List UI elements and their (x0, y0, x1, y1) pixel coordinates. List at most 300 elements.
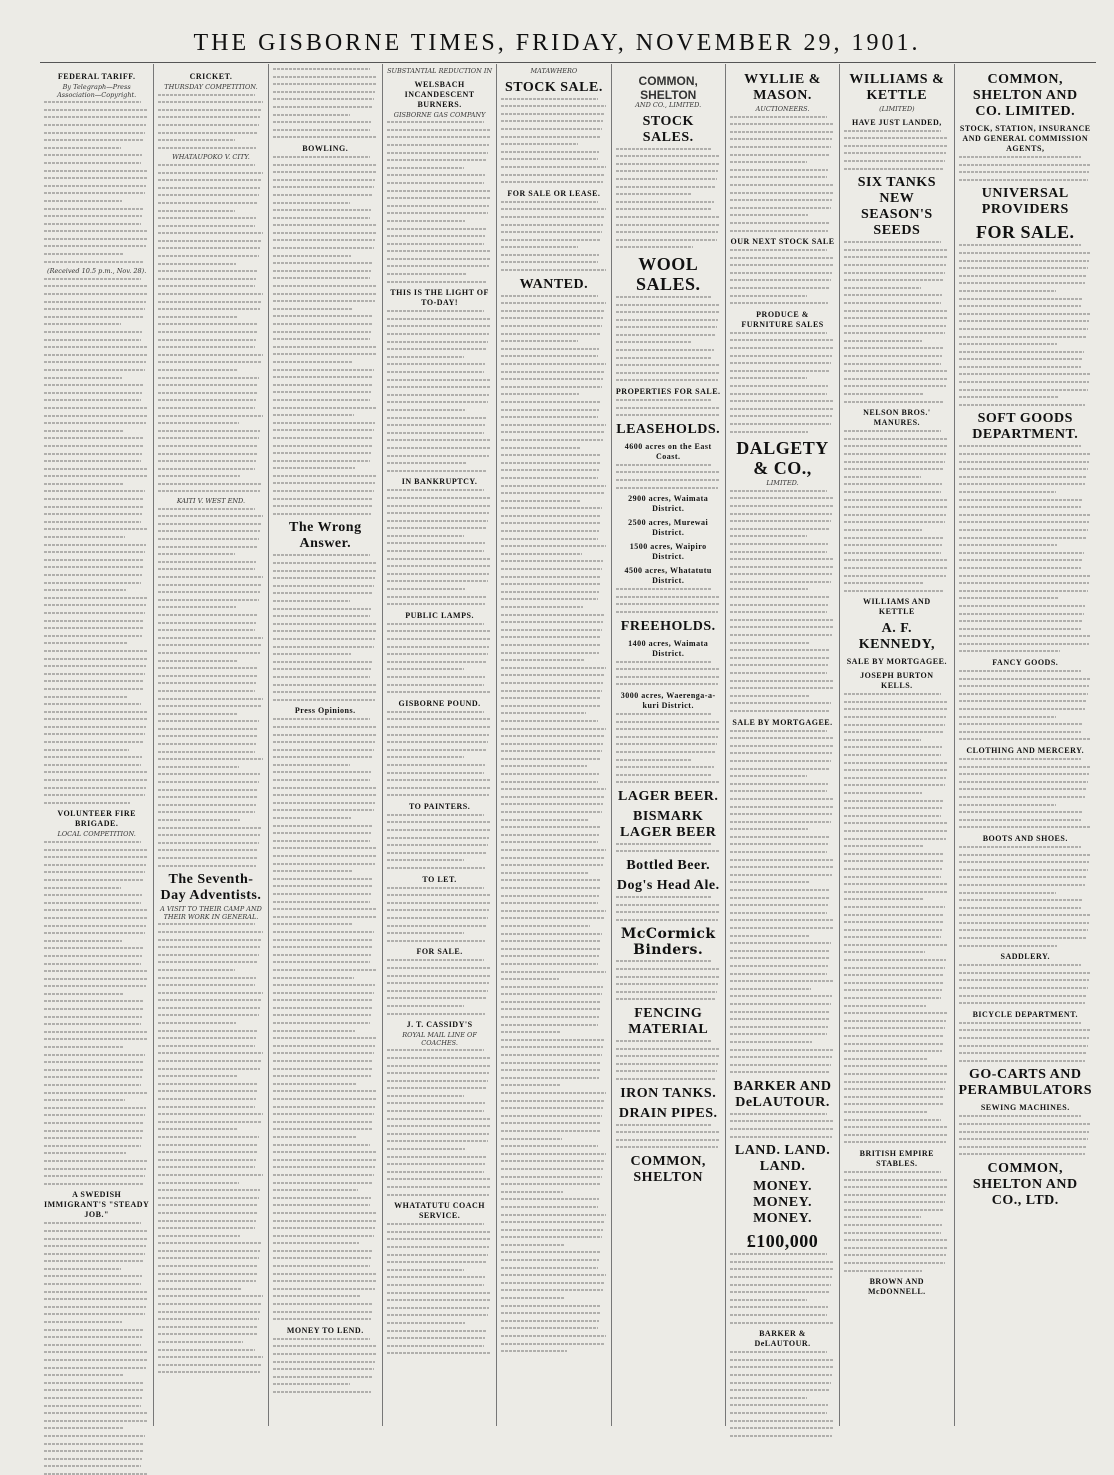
text-line (844, 974, 944, 976)
text-line (501, 431, 604, 433)
text-line (158, 781, 259, 783)
text-line (616, 414, 719, 416)
text-line (44, 864, 146, 866)
text-line (501, 560, 603, 562)
text-line (273, 699, 375, 701)
advert-text (616, 713, 721, 783)
text-line (44, 185, 146, 187)
text-line (158, 546, 258, 548)
text-line (158, 453, 257, 455)
text-line (844, 1239, 948, 1241)
listing: 4500 acres, Whatatutu District. (624, 566, 712, 586)
text-line (387, 661, 487, 663)
text-line (959, 453, 1091, 455)
text-line (501, 1236, 602, 1238)
text-line (44, 696, 128, 698)
advert-text (730, 332, 835, 433)
text-line (387, 121, 484, 123)
text-line (730, 161, 807, 163)
text-line (730, 1253, 827, 1255)
text-line (273, 1075, 371, 1077)
text-line (616, 349, 714, 351)
text-line (501, 1001, 601, 1003)
text-line (501, 955, 599, 957)
text-line (44, 1321, 122, 1323)
text-line (273, 232, 376, 234)
text-line (273, 114, 350, 116)
text-line (730, 116, 827, 118)
heading: FANCY GOODS. (992, 658, 1059, 668)
text-line (501, 621, 603, 623)
text-line (501, 1198, 599, 1200)
text-line (44, 460, 141, 462)
text-line (158, 1007, 260, 1009)
text-line (501, 735, 604, 737)
text-line (158, 270, 257, 272)
text-line (844, 1232, 941, 1234)
text-line (387, 756, 464, 758)
text-line (273, 1338, 370, 1340)
heading: The Wrong Answer. (288, 520, 362, 552)
text-line (44, 468, 148, 470)
text-line (273, 1295, 360, 1297)
text-line (501, 158, 598, 160)
text-line (959, 1153, 1086, 1155)
text-line (501, 128, 602, 130)
text-line (387, 653, 488, 655)
advert-text (844, 130, 949, 170)
text-line (44, 453, 142, 455)
text-line (501, 340, 578, 342)
text-line (844, 997, 941, 999)
text-line (501, 500, 581, 502)
heading: COMMON, SHELTON AND CO., LTD. (972, 1160, 1078, 1208)
text-line (273, 999, 373, 1001)
heading: WILLIAMS & KETTLE (849, 72, 945, 103)
text-line (844, 853, 944, 855)
text-line (158, 1364, 261, 1366)
text-line (501, 583, 600, 585)
text-line (730, 760, 831, 762)
heading: GO-CARTS AND PERAMBULATORS (958, 1067, 1093, 1099)
text-line (273, 391, 371, 393)
text-line (616, 781, 720, 783)
text-line (730, 214, 808, 216)
text-line (44, 278, 141, 280)
text-line (44, 1084, 141, 1086)
text-line (959, 605, 1086, 607)
text-line (501, 216, 604, 218)
text-line (44, 293, 147, 295)
text-line (158, 751, 255, 753)
text-line (273, 554, 370, 556)
heading: UNIVERSAL PROVIDERS (981, 186, 1069, 218)
text-line (158, 789, 258, 791)
text-line (959, 987, 1089, 989)
text-line (387, 1337, 485, 1339)
text-line (959, 716, 1056, 718)
text-line (273, 1113, 374, 1115)
text-line (730, 1120, 834, 1122)
masthead-rule (40, 62, 1096, 63)
text-line (44, 399, 141, 401)
text-line (730, 377, 807, 379)
text-line (387, 1049, 484, 1051)
text-line (158, 1106, 255, 1108)
text-line (273, 1257, 371, 1259)
text-line (616, 1063, 718, 1065)
text-line (273, 164, 377, 166)
listing: 2900 acres, Waimata District. (628, 494, 709, 514)
text-line (616, 919, 718, 921)
text-line (387, 837, 489, 839)
text-line (501, 841, 598, 843)
text-line (844, 168, 944, 170)
text-line (273, 414, 354, 416)
text-line (501, 1039, 604, 1041)
text-line (158, 969, 235, 971)
text-line (959, 826, 1091, 828)
text-line (959, 670, 1082, 672)
text-line (44, 1137, 142, 1139)
text-line (387, 1087, 487, 1089)
text-line (616, 1124, 713, 1126)
text-line (616, 960, 713, 962)
text-line (730, 123, 834, 125)
text-line (273, 1227, 375, 1229)
text-line (44, 1145, 141, 1147)
text-line (387, 630, 491, 632)
text-line (501, 834, 599, 836)
text-line (273, 1030, 355, 1032)
advert-text (959, 964, 1093, 1004)
text-line (387, 1231, 491, 1233)
text-line (387, 1057, 491, 1059)
text-line (44, 665, 146, 667)
text-line (44, 1275, 142, 1277)
text-line (844, 1179, 948, 1181)
text-line (501, 712, 585, 714)
text-line (501, 887, 600, 889)
text-line (844, 989, 942, 991)
text-line (273, 901, 370, 903)
text-line (387, 417, 486, 419)
text-line (730, 1359, 834, 1361)
text-line (44, 422, 146, 424)
text-line (273, 255, 351, 257)
article-text (44, 1222, 149, 1475)
advert-text (501, 201, 606, 271)
text-line (730, 745, 833, 747)
text-line (158, 561, 256, 563)
text-line (844, 468, 944, 470)
text-line (844, 1247, 947, 1249)
text-line (501, 201, 598, 203)
text-line (387, 281, 487, 283)
text-line (273, 361, 353, 363)
text-line (387, 829, 490, 831)
text-line (158, 576, 262, 578)
text-line (959, 1052, 1087, 1054)
advert-title: COMMON, SHELTON (638, 74, 698, 102)
text-line (158, 1144, 258, 1146)
advert-text (387, 959, 492, 1014)
text-line (616, 668, 720, 670)
text-line (44, 1046, 124, 1048)
text-line (158, 475, 240, 477)
text-line (844, 838, 946, 840)
text-line (44, 1076, 142, 1078)
text-line (387, 668, 464, 670)
text-line (844, 575, 946, 577)
heading: BOWLING. (302, 143, 349, 153)
text-line (273, 202, 350, 204)
text-line (959, 529, 1089, 531)
text-line (616, 239, 717, 241)
heading: WILLIAMS AND KETTLE (863, 597, 931, 617)
text-line (273, 376, 373, 378)
text-line (730, 230, 828, 232)
text-line (616, 843, 713, 845)
text-line (158, 584, 261, 586)
text-line (959, 282, 1086, 284)
text-line (158, 923, 255, 925)
text-line (959, 320, 1090, 322)
text-line (273, 668, 371, 670)
text-line (730, 1113, 827, 1115)
text-line (44, 544, 146, 546)
text-line (959, 476, 1087, 478)
text-line (158, 301, 261, 303)
text-line (158, 1311, 260, 1313)
text-line (273, 615, 370, 617)
text-line (44, 1382, 144, 1384)
text-line (273, 946, 372, 948)
text-line (501, 1176, 602, 1178)
text-line (844, 739, 921, 741)
text-line (158, 210, 235, 212)
heading: WYLLIE & MASON. (744, 72, 821, 103)
text-line (387, 580, 488, 582)
text-line (616, 976, 719, 978)
text-line (44, 688, 143, 690)
text-line (158, 568, 255, 570)
text-line (616, 998, 716, 1000)
text-line (959, 343, 1058, 345)
text-line (158, 1341, 242, 1343)
text-line (158, 263, 236, 265)
text-line (158, 278, 256, 280)
text-line (501, 1130, 600, 1132)
text-line (158, 682, 256, 684)
text-line (387, 144, 489, 146)
text-line (959, 499, 1083, 501)
text-line (501, 239, 601, 241)
text-line (273, 638, 375, 640)
text-line (273, 270, 371, 272)
text-line (501, 1274, 605, 1276)
text-line (616, 464, 713, 466)
text-line (387, 779, 491, 781)
text-line (501, 857, 604, 859)
text-line (501, 113, 604, 115)
text-line (44, 993, 123, 995)
text-line (844, 906, 945, 908)
text-line (616, 1048, 720, 1050)
text-line (844, 499, 948, 501)
text-line (387, 1125, 490, 1127)
heading: SALE BY MORTGAGEE. (846, 657, 947, 667)
article-text (44, 278, 149, 804)
text-line (387, 1140, 488, 1142)
text-line (844, 130, 941, 132)
text-line (959, 869, 1089, 871)
text-line (959, 892, 1056, 894)
text-line (158, 308, 260, 310)
text-line (844, 1224, 942, 1226)
text-line (730, 1366, 833, 1368)
text-line (959, 260, 1090, 262)
text-line (844, 1027, 945, 1029)
text-line (616, 983, 718, 985)
text-line (273, 1311, 372, 1313)
text-line (158, 468, 255, 470)
text-line (158, 827, 261, 829)
text-line (730, 295, 807, 297)
advert-text (959, 670, 1093, 740)
text-line (844, 514, 946, 516)
subheading: A VISIT TO THEIR CAMP AND THEIR WORK IN GENERAL. (160, 905, 262, 921)
advert-text (387, 121, 492, 282)
text-line (844, 145, 947, 147)
text-line (501, 1327, 598, 1329)
text-line (158, 331, 257, 333)
text-line (844, 430, 941, 432)
text-line (844, 521, 945, 523)
text-line (730, 611, 827, 613)
text-line (501, 261, 598, 263)
heading: NELSON BROS.' MANURES. (863, 408, 931, 428)
text-line (158, 1197, 259, 1199)
text-line (844, 160, 945, 162)
text-line (387, 520, 488, 522)
text-line (501, 393, 579, 395)
text-line (158, 94, 255, 96)
text-line (273, 323, 372, 325)
text-line (730, 737, 834, 739)
text-line (273, 1014, 371, 1016)
text-line (387, 258, 490, 260)
text-line (844, 1134, 947, 1136)
text-line (44, 1122, 144, 1124)
text-line (959, 1146, 1087, 1148)
text-line (501, 606, 583, 608)
heading: STOCK SALES. (642, 113, 694, 145)
text-line (273, 1361, 375, 1363)
article-text (273, 1338, 378, 1393)
text-line (844, 777, 946, 779)
text-line (730, 821, 831, 823)
text-line (501, 1282, 604, 1284)
heading: DRAIN PIPES. (618, 1105, 718, 1121)
text-line (158, 961, 258, 963)
text-line (959, 396, 1059, 398)
text-line (501, 386, 602, 388)
text-line (730, 988, 811, 990)
text-line (44, 354, 147, 356)
text-line (158, 407, 255, 409)
text-line (959, 861, 1090, 863)
text-line (273, 916, 376, 918)
text-line (387, 550, 484, 552)
text-line (387, 887, 484, 889)
text-line (158, 644, 261, 646)
text-line (273, 498, 373, 500)
text-line (273, 984, 375, 986)
column-9 (954, 64, 1097, 1426)
text-line (844, 1035, 944, 1037)
text-line (501, 1062, 601, 1064)
text-line (158, 1014, 259, 1016)
text-line (158, 946, 260, 948)
heading: SALE BY MORTGAGEE. (732, 717, 833, 727)
advert-text (959, 1022, 1093, 1062)
text-line (730, 596, 829, 598)
text-line (44, 498, 144, 500)
text-line (44, 1405, 141, 1407)
text-line (44, 849, 148, 851)
text-line (844, 1005, 926, 1007)
text-line (387, 1330, 486, 1332)
text-line (387, 867, 485, 869)
text-line (959, 275, 1087, 277)
text-line (158, 1090, 257, 1092)
text-line (959, 483, 1086, 485)
text-line (730, 558, 834, 560)
text-line (501, 143, 578, 145)
text-line (158, 293, 262, 295)
text-line (44, 841, 141, 843)
heading: JOSEPH BURTON KELLS. (860, 671, 934, 691)
text-line (158, 939, 261, 941)
text-line (616, 186, 716, 188)
text-line (730, 588, 808, 590)
article-text (273, 554, 378, 700)
text-line (501, 743, 603, 745)
text-line (273, 1212, 377, 1214)
text-line (387, 1276, 485, 1278)
text-line (616, 479, 719, 481)
text-line (501, 1259, 599, 1261)
text-line (387, 558, 491, 560)
text-line (44, 787, 146, 789)
text-line (158, 1356, 262, 1358)
text-line (44, 925, 146, 927)
advert-text (844, 693, 949, 1143)
article-text (158, 923, 263, 1373)
text-line (387, 1186, 490, 1188)
text-line (730, 393, 827, 395)
heading: SIX TANKS NEW SEASON'S SEEDS (857, 175, 936, 239)
text-line (387, 136, 490, 138)
text-line (273, 482, 375, 484)
text-line (387, 190, 491, 192)
text-line (158, 954, 259, 956)
text-line (44, 1351, 148, 1353)
text-line (387, 726, 490, 728)
text-line (501, 439, 603, 441)
text-line (844, 1186, 947, 1188)
